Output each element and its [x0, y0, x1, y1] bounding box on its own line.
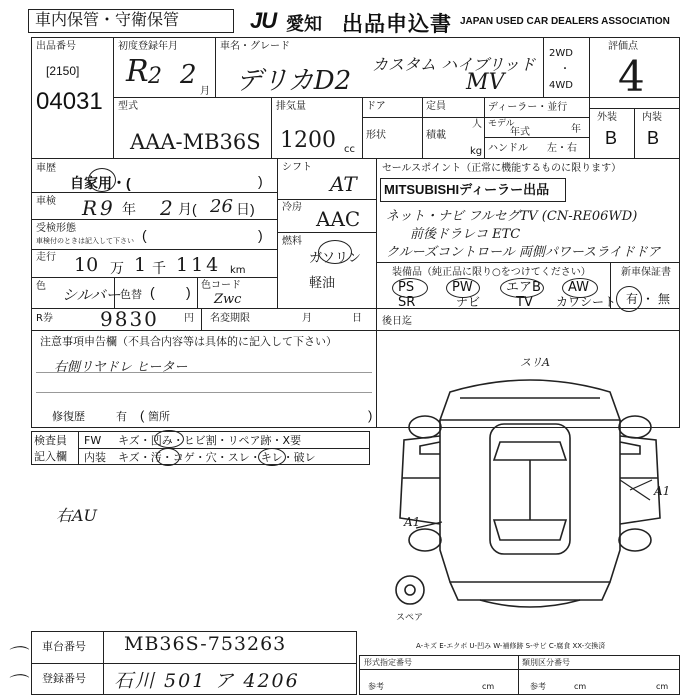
color-code-label: 色コード [201, 280, 241, 291]
equipment-pw-circle [446, 278, 480, 298]
equipment-airbag-circle [500, 278, 544, 298]
acceptance-note: 車検付のときは記入して下さい [36, 237, 134, 245]
history-value: 自家用・( [70, 175, 131, 191]
color-change-close: ) [186, 284, 191, 300]
diagram-right-mark: A1 [654, 484, 671, 498]
history-label: 車歴 [36, 163, 56, 174]
repair-value: 有 [116, 410, 127, 423]
inspector-label2: 記入欄 [34, 450, 67, 463]
storage-label: 車内保管・守衛保管 [28, 9, 234, 33]
damage-legend: A-キズ E-エクボ U-凹み W-補修跡 S-サビ C-腐食 XX-交換済 [416, 642, 606, 650]
lot-number: 04031 [36, 88, 103, 115]
equipment-tv: TV [516, 295, 533, 310]
mileage-rest: 114 [176, 254, 222, 276]
drive-dot: ・ [560, 64, 570, 75]
int-dirt-circle [156, 448, 180, 466]
history-circle [88, 168, 116, 192]
region-name: 愛知 [286, 14, 322, 34]
car-name-label: 車名・グレード [220, 41, 290, 52]
equipment-label: 装備品（純正品に限り○をつけてください） [392, 267, 591, 278]
spare-tire-label: スペア [396, 613, 424, 623]
equipment-leather-seat: カワシート [556, 295, 617, 309]
handle-options: 左・右 [547, 143, 577, 154]
fw-label: FW [84, 434, 102, 447]
handle-label: ハンドル [488, 143, 528, 154]
equipment-airbag: エアB [506, 280, 541, 295]
chassis-number: MB36S-753263 [124, 633, 287, 655]
first-registration-year: 2 [148, 64, 162, 89]
mileage-man-unit: 万 [110, 260, 124, 276]
category-label: 類別区分番号 [522, 658, 570, 667]
model-year-unit: 年 [571, 124, 581, 135]
mitsubishi-dealer-line: MITSUBISHIディーラー出品 [380, 178, 566, 202]
name-change-day: 日 [352, 313, 362, 324]
new-warranty-circle [616, 286, 642, 312]
score-value: 4 [618, 52, 645, 101]
first-registration-label: 初度登録年月 [118, 41, 178, 52]
equipment-ps: PS [398, 280, 415, 295]
fuel-diesel: 軽油 [309, 275, 336, 290]
new-warranty-no: 無 [658, 292, 671, 306]
interior-grade: B [647, 128, 660, 148]
repair-place: 箇所 [148, 410, 170, 423]
inspection-era: R [82, 196, 98, 220]
inspection-day-unit: 日) [236, 201, 255, 217]
car-body-diagram [380, 350, 680, 640]
acceptance-label: 受検形態 [36, 223, 76, 234]
repair-label: 修復歴 [52, 410, 85, 423]
mileage-sen-unit: 千 [152, 260, 166, 276]
chassis-label: 車台番号 [42, 640, 86, 653]
ref-cm3: cm [656, 682, 669, 691]
inspection-month-unit: 月( [178, 201, 197, 217]
car-name: デリカD2 [236, 66, 352, 96]
equipment-ps-circle [392, 278, 428, 298]
inspection-year-unit: 年 [122, 201, 136, 217]
dealer-label: ディーラー・並行 [488, 102, 568, 113]
first-registration-month: 2 [180, 60, 197, 90]
car-grade-line2: MV [466, 70, 505, 95]
new-warranty-dot: ・ [642, 292, 655, 306]
form-type-label: 形式指定番号 [364, 658, 412, 667]
shift-label: シフト [282, 162, 312, 173]
capacity-unit: 人 [472, 119, 482, 130]
exterior-label: 外装 [597, 112, 617, 123]
displacement-unit: cc [344, 144, 355, 155]
fw-items: キズ・凹み・ヒビ割・リペア跡・X要 [118, 434, 302, 447]
model-year-label2: 年式 [510, 127, 530, 138]
equipment-navi: ナビ [456, 295, 481, 309]
lot-number-label: 出品番号 [36, 41, 76, 52]
handwritten-remark: 右AU [56, 506, 98, 525]
door-label: ドア [366, 101, 386, 112]
interior-inspection-items: キズ・汚・コゲ・穴・スレ・キレ・破レ [118, 451, 316, 464]
exterior-grade: B [605, 128, 618, 148]
score-label: 評価点 [608, 41, 638, 52]
recycle-label: R券 [36, 313, 53, 324]
first-registration-era: R [126, 54, 149, 89]
fuel-gasoline-circle [318, 240, 352, 264]
sales-point-line1: ネット・ナビ フルセグTV (CN-RE06WD) [386, 209, 638, 224]
inspector-label1: 検査員 [34, 434, 67, 447]
color-code: Zwc [214, 292, 242, 307]
load-label: 積載 [426, 130, 446, 141]
notes-text: 右側リヤドレ ヒーター [54, 360, 188, 375]
inspection-label: 車検 [36, 196, 56, 207]
name-change-month: 月 [302, 313, 312, 324]
int-scuff-circle [258, 448, 286, 466]
inspection-day: 26 [210, 196, 233, 217]
car-grade-line1: カスタム ハイブリッド [372, 55, 536, 74]
equipment-sr: SR [398, 295, 416, 310]
document-title: 出品申込書 [342, 13, 452, 36]
notes-label: 注意事項申告欄（不具合内容等は具体的に記入して下さい） [40, 335, 337, 348]
name-change-label: 名変期限 [210, 313, 250, 324]
ref-cm2: cm [574, 682, 587, 691]
sales-point-line3: クルーズコントロール 両側パワースライドドア [386, 245, 661, 260]
capacity-label: 定員 [426, 101, 446, 112]
load-unit: kg [470, 146, 483, 157]
registration-number: 石川 501 ア 4206 [114, 670, 300, 692]
color-value: シルバー [62, 286, 121, 304]
lot-sub-number: [2150] [46, 64, 80, 78]
ju-logo: JU [250, 8, 277, 33]
equipment-pw: PW [452, 280, 473, 295]
history-close: ) [258, 173, 263, 189]
color-label: 色 [36, 281, 46, 292]
sales-point-label: セールスポイント（正常に機能するものに限ります） [382, 163, 622, 174]
fuel-gasoline: ガソリン [309, 250, 362, 265]
equipment-aw: AW [568, 280, 590, 295]
acceptance-close: ) [258, 227, 263, 243]
color-change-open: ( [150, 284, 155, 300]
displacement: 1200 [280, 128, 336, 153]
interior-label: 内装 [642, 112, 662, 123]
interior-inspection-label: 内装 [84, 451, 106, 464]
new-warranty-label: 新車保証書 [621, 267, 671, 278]
drive-4wd: 4WD [549, 80, 573, 91]
mileage-man: 10 [74, 254, 99, 276]
acceptance-open: ( [142, 227, 147, 243]
mileage-sen: 1 [134, 254, 147, 276]
inspection-year: 9 [100, 196, 113, 220]
equipment-aw-circle [562, 278, 598, 298]
drive-2wd: 2WD [549, 48, 573, 59]
inspection-month: 2 [160, 196, 173, 220]
diagram-left-mark: A1 [404, 515, 421, 529]
new-warranty-yes: 有 [626, 292, 639, 306]
fw-dent-circle [154, 430, 184, 448]
first-registration-month-unit: 月 [200, 86, 210, 97]
recycle-unit: 円 [184, 313, 194, 324]
model-code-label: 型式 [118, 101, 138, 112]
ref-cm1: cm [482, 682, 495, 691]
fuel-label: 燃料 [282, 236, 302, 247]
mileage-label: 走行 [36, 252, 56, 263]
recycle-value: 9830 [100, 307, 159, 331]
ref-label2: 参考 [530, 682, 546, 691]
model-year-label: モデル [488, 119, 515, 129]
color-change-label: 色替 [120, 288, 142, 301]
aircon-label: 冷房 [282, 202, 302, 213]
diagram-top-mark: スリA [520, 356, 550, 369]
mileage-unit: km [230, 265, 246, 276]
registration-label: 登録番号 [42, 672, 86, 685]
model-code: AAA-MB36S [130, 130, 261, 154]
sales-point-line2: 前後ドラレコ ETC [410, 227, 521, 242]
shift-value: AT [330, 172, 357, 196]
displacement-label: 排気量 [276, 101, 306, 112]
ref-label1: 参考 [368, 682, 384, 691]
rear-label: 後日迄 [382, 316, 412, 327]
aircon-value: AAC [316, 207, 361, 231]
shape-label: 形状 [366, 130, 386, 141]
association-name: JAPAN USED CAR DEALERS ASSOCIATION [460, 16, 670, 27]
